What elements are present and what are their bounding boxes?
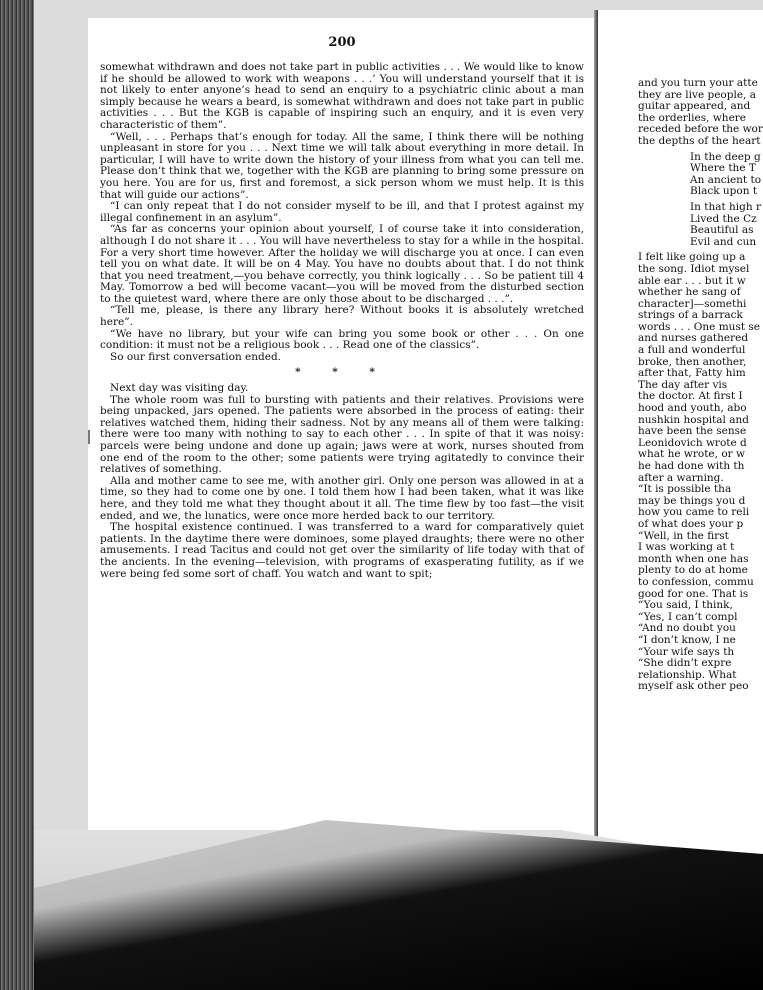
- text-line: the depths of the heart: [638, 134, 761, 147]
- text-line: myself ask other peo: [638, 680, 749, 693]
- text-line: I was working at t: [638, 541, 735, 554]
- text-line: “And no doubt you: [638, 622, 736, 635]
- text-line: plenty to do at home: [638, 564, 748, 577]
- paragraph: “I can only repeat that I do not consider myself to be ill, and that I protest against my illegal confinement in an asylum”.: [100, 200, 584, 224]
- text-line: after a warning.: [638, 471, 724, 484]
- paragraph: “We have no library, but your wife can bring you some book or other . . . On one condition: it must not be a religious book . . . Read one of the classics”.: [100, 327, 584, 352]
- verse-line: Evil and cun: [690, 235, 757, 248]
- paragraph: So our first conversation ended.: [110, 350, 282, 363]
- paragraph: “Tell me, please, is there any library here? Without books it is absolutely wretched here”.: [100, 304, 584, 329]
- paragraph: The hospital existence continued. I was transferred to a ward for comparatively quiet patients. In the daytime there were dominoes, some played draughts; there were no other amusements. I read Tacitus and could not get over the similarity of life today with that of the ancients. In the evening—television, with programs of exasperating futility, as if we were being fed some sort of chaff. You watch and want to spit;: [100, 521, 584, 580]
- text-line: how you came to reli: [638, 506, 750, 519]
- text-line: they are live people, a: [638, 88, 756, 101]
- verse-line: Black upon t: [690, 185, 758, 198]
- text-line: words . . . One must se: [638, 320, 760, 333]
- text-line: and you turn your atte: [638, 77, 758, 89]
- text-line: and nurses gathered: [638, 332, 749, 345]
- margin-mark: [88, 430, 90, 444]
- left-page-body: [100, 62, 584, 580]
- text-line: good for one. That is: [638, 587, 749, 600]
- text-line: Leonidovich wrote d: [638, 436, 747, 449]
- text-line: “Your wife says th: [638, 645, 735, 658]
- text-line: have been the sense: [638, 425, 747, 438]
- text-line: of what does your p: [638, 517, 744, 530]
- text-line: the song. Idiot mysel: [638, 262, 750, 275]
- text-line: after that, Fatty him: [638, 367, 746, 380]
- text-line: The day after vis: [638, 378, 728, 391]
- right-page-body: [638, 78, 763, 693]
- text-line: receded before the wor: [638, 123, 763, 136]
- text-line: what he wrote, or w: [638, 448, 745, 461]
- paragraph: Next day was visiting day.: [110, 382, 249, 395]
- verse-line: Lived the Cz: [690, 212, 757, 225]
- verse-line: In that high r: [690, 200, 762, 213]
- scan-binding-edge: [0, 0, 34, 990]
- paragraph: “Well, . . . Perhaps that’s enough for today. All the same, I think there will be nothing unpleasant in store for you . . . Next time we will talk about everything in more detail. In particular, I will have to write down the history of your illness from what you can tell me. Please don’t think that we, together with the KGB are planning to bring some pressure on you here. You are for us, first and foremost, a sick person whom we must help. It is this that will guide our actions”.: [100, 130, 584, 201]
- text-line: “She didn’t expre: [638, 657, 732, 670]
- text-line: relationship. What: [638, 668, 737, 681]
- text-line: character]—somethi: [638, 297, 747, 310]
- text-line: able ear . . . but it w: [638, 274, 746, 287]
- verse-line: An ancient to: [690, 173, 762, 186]
- text-line: the doctor. At first I: [638, 390, 743, 403]
- text-line: month when one has: [638, 552, 749, 565]
- text-line: “I don’t know, I ne: [638, 633, 736, 646]
- text-line: to confession, commu: [638, 575, 754, 588]
- text-line: “Yes, I can’t compl: [638, 610, 738, 623]
- right-page-lines: [638, 252, 763, 693]
- page-number: 200: [328, 35, 356, 50]
- text-line: a full and wonderful: [638, 344, 746, 357]
- verse-line: In the deep g: [690, 150, 761, 163]
- text-line: may be things you d: [638, 494, 746, 507]
- paragraph: Alla and mother came to see me, with another girl. Only one person was allowed in at a time, so they had to come one by one. I told them how I had been taken, what it was like here, and they told me what they thought about it all. The time flew by too fast—the visit ended, and we, the lunatics, were once more herded back to our territory.: [100, 474, 584, 522]
- text-line: “Well, in the first: [638, 529, 729, 542]
- text-line: I felt like going up a: [638, 251, 746, 264]
- text-line: “It is possible tha: [638, 483, 732, 496]
- text-line: whether he sang of: [638, 286, 741, 299]
- text-line: “You said, I think,: [638, 599, 733, 612]
- section-separator: * * *: [295, 366, 389, 379]
- text-line: nushkin hospital and: [638, 413, 749, 426]
- text-line: guitar appeared, and: [638, 100, 751, 113]
- text-line: strings of a barrack: [638, 309, 743, 322]
- paragraph: “As far as concerns your opinion about yourself, I of course take it into consideration, although I do not share it . . . You will have nevertheless to stay for a while in the hospital. For a very short time however. After the holiday we will discharge you at once. I can even tell you on what date. It will be on 4 May. You have no doubts about that. I do not think that you need treatment,—you behave correctly, you think logically . . . So be patient till 4 May. Tomorrow a bed will become vacant—you will be moved from the disturbed section to the quietest ward, where there are only those about to be discharged . . .”.: [100, 223, 584, 305]
- paragraph: The whole room was full to bursting with patients and their relatives. Provisions were being unpacked, jars opened. The patients were absorbed in the process of eating: their relatives watched them, hiding their sadness. Not by any means all of them were talking: there were too many with nothing to say to each other . . . In spite of that it was noisy: parcels were being undone and done up again; jaws were at work, nurses shouted from one end of the room to the other; some patients were trying agitatedly to convince their relatives of something.: [100, 393, 584, 476]
- text-line: broke, then another,: [638, 355, 747, 368]
- paragraph: somewhat withdrawn and does not take part in public activities . . . We would like to know if he should be allowed to work with weapons . . .’ You will understand yourself that it is not likely to enter anyone’s head to send an enquiry to a psychiatric clinic about a man simply because he wears a beard, is somewhat withdrawn and does not take part in public activities . . . But the KGB is capable of inspiring such an enquiry, and it is even very characteristic of them”.: [100, 61, 584, 131]
- text-line: the orderlies, where: [638, 111, 747, 124]
- verse-line: Where the T: [690, 162, 756, 175]
- text-line: he had done with th: [638, 460, 745, 472]
- text-line: hood and youth, abo: [638, 402, 747, 415]
- verse-line: Beautiful as: [690, 224, 754, 237]
